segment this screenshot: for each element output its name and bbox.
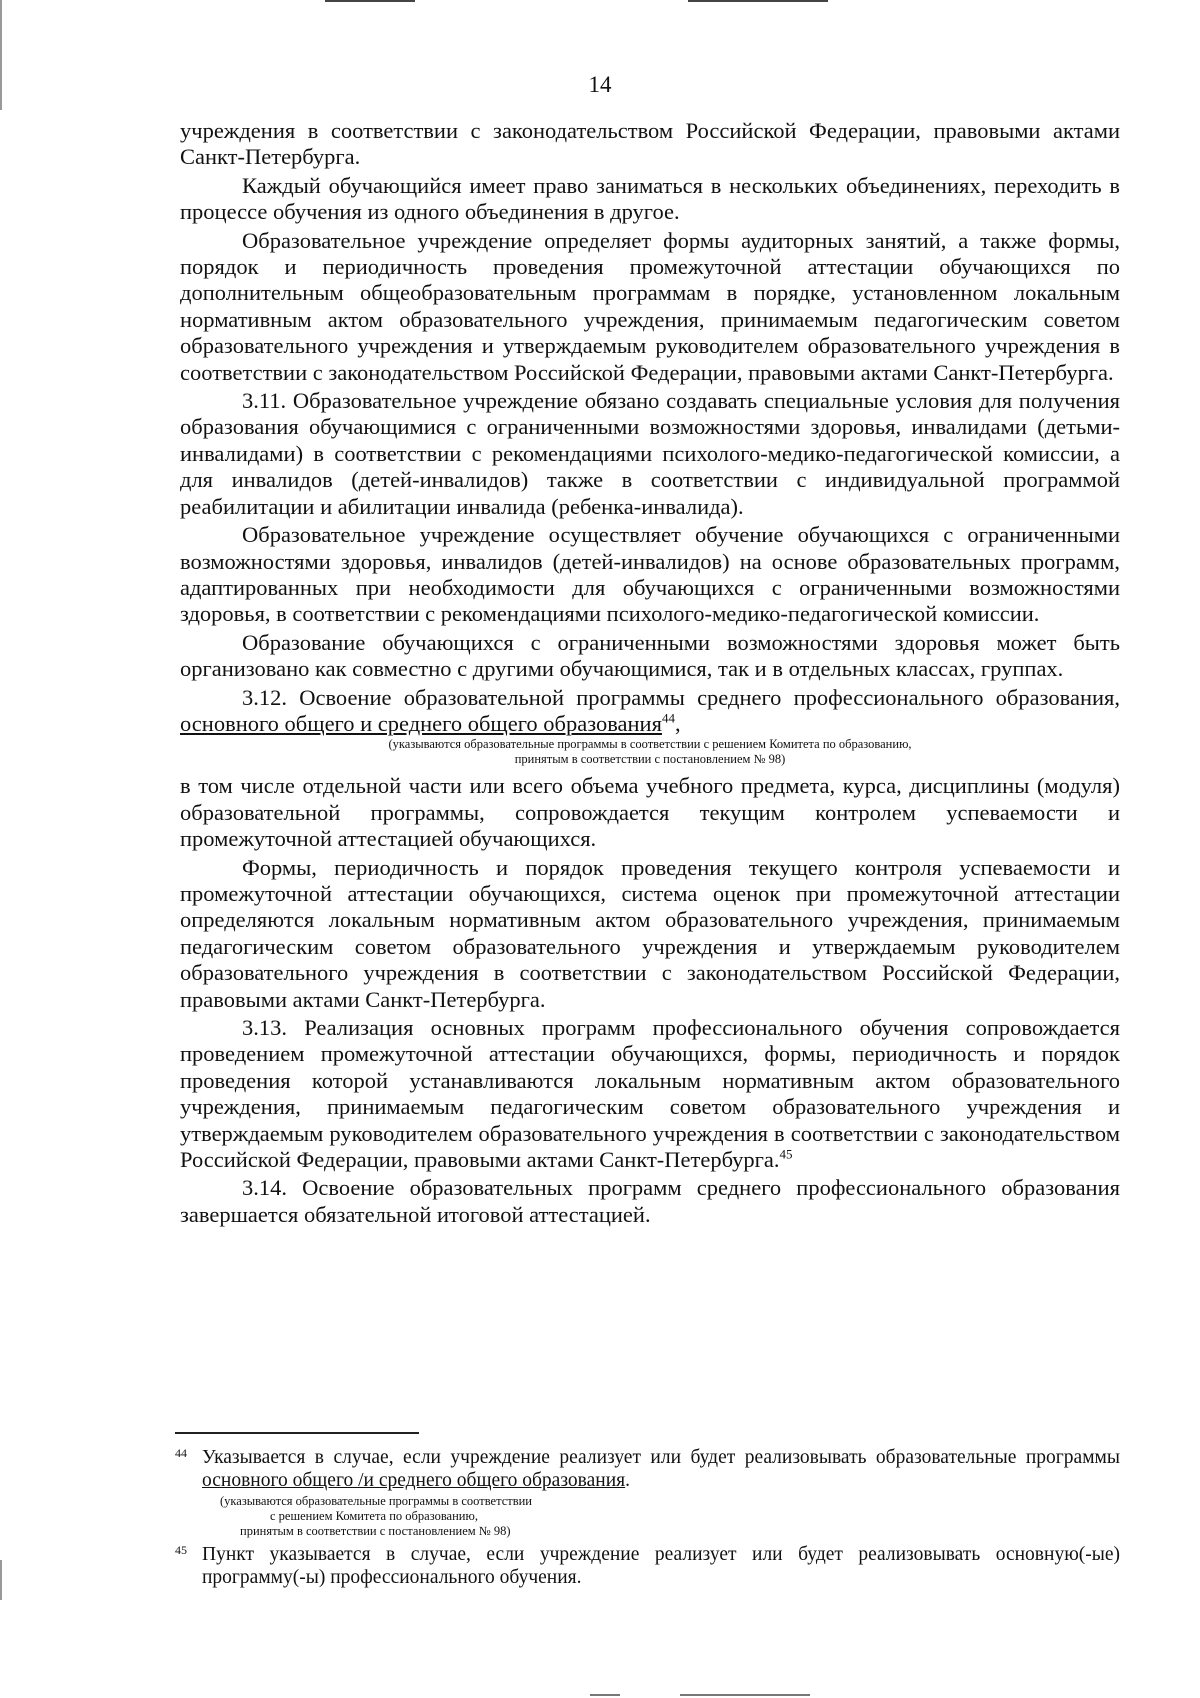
footnote-ref-45: 45 bbox=[779, 1146, 793, 1162]
page-number: 14 bbox=[588, 72, 612, 97]
scan-edge-mark bbox=[325, 0, 415, 2]
footnote-mark: 44 bbox=[175, 1446, 187, 1460]
paragraph: Образовательное учреждение определяет формы аудиторных занятий, а также формы, порядок и периодичность проведения промежуточной аттестации обучающихся по дополнительным общеобразовательным программам в порядке, установленном локальным нормативным актом образовательного учреждения, принимаемым педагогическим советом образовательного учреждения и утверждаемым руководителем образовательного учреждения в соответствии с законодательством Российской Федерации, правовыми актами Санкт-Петербурга. bbox=[180, 227, 1120, 385]
paragraph: учреждения в соответствии с законодательством Российской Федерации, правовыми актами Санкт-Петербурга. bbox=[180, 118, 1120, 170]
footnote-separator bbox=[175, 1432, 419, 1434]
scan-edge-mark bbox=[590, 1694, 620, 1696]
paragraph: Формы, периодичность и порядок проведения текущего контроля успеваемости и промежуточной аттестации обучающихся, система оценок при промежуточной аттестации определяются локальным нормативным актом образовательного учреждения, принимаемым педагогическим советом образовательного учреждения и утверждаемым руководителем образовательного учреждения в соответствии с законодательством Российской Федерации, правовыми актами Санкт-Петербурга. bbox=[180, 854, 1120, 1012]
paragraph: Образовательное учреждение осуществляет обучение обучающихся с ограниченными возможностями здоровья, инвалидов (детей-инвалидов) на основе образовательных программ, адаптированных при необходимости для обучающихся с ограниченными возможностями здоровья, в соответствии с рекомендациями психолого-медико-педагогической комиссии. bbox=[180, 522, 1120, 627]
paragraph: Каждый обучающийся имеет право заниматься в нескольких объединениях, переходить в процессе обучения из одного объединения в другое. bbox=[180, 172, 1120, 225]
footnote-ref-44: 44 bbox=[661, 710, 675, 726]
paragraph-3-12-lead: 3.12. Освоение образовательной программы среднего профессионального образования, bbox=[242, 684, 1120, 710]
footnote-instruction bbox=[202, 1494, 1120, 1539]
instruction-line: (указываются образовательные программы в соответствии с решением Комитета по образованию, bbox=[388, 737, 912, 752]
punctuation: . bbox=[625, 1470, 630, 1491]
footnote-text: Пункт указывается в случае, если учреждение реализует или будет реализовывать основную(-ые) программу(-ы) профессионального обучения. bbox=[202, 1544, 1120, 1588]
paragraph-3-12 bbox=[180, 685, 1120, 738]
footnote-45 bbox=[175, 1543, 1120, 1589]
footnotes bbox=[175, 1432, 1120, 1589]
footnote-underlined: основного общего /и среднего общего образования bbox=[202, 1470, 626, 1491]
scan-edge-mark bbox=[680, 1694, 810, 1696]
footnote-mark: 45 bbox=[175, 1543, 187, 1557]
punctuation: , bbox=[674, 710, 681, 736]
paragraph: в том числе отдельной части или всего объема учебного предмета, курса, дисциплины (модуля) образовательной программы, сопровождается текущим контролем успеваемости и промежуточной аттестацией обучающихся. bbox=[180, 773, 1120, 852]
paragraph-3-13-text: 3.13. Реализация основных программ профессионального обучения сопровождается проведением промежуточной аттестации обучающихся, формы, периодичность и порядок проведения которой устанавливаются локальным нормативным актом образовательного учреждения, принимаемым педагогическим советом образовательного учреждения и утверждаемым руководителем образовательного учреждения в соответствии с законодательством Российской Федерации, правовыми актами Санкт-Петербурга. bbox=[180, 1015, 1120, 1173]
scan-edge-mark bbox=[0, 1560, 2, 1600]
instruction-line: с решением Комитета по образованию, bbox=[270, 1509, 478, 1523]
paragraph-3-11: 3.11. Образовательное учреждение обязано создавать специальные условия для получения образования обучающимися с ограниченными возможностями здоровья, инвалидами (детьми-инвалидами) в соответствии с рекомендациями психолого-медико-педагогической комиссии, а для инвалидов (детей-инвалидов) также в соответствии с индивидуальной программой реабилитации и абилитации инвалида (ребенка-инвалида). bbox=[180, 388, 1120, 519]
paragraph: Образование обучающихся с ограниченными возможностями здоровья может быть организовано как совместно с другими обучающимися, так и в отдельных классах, группах. bbox=[180, 629, 1120, 682]
fill-in-instruction bbox=[180, 737, 1120, 767]
instruction-line: (указываются образовательные программы в соответствии bbox=[220, 1494, 532, 1508]
instruction-line: принятым в соответствии с постановлением № 98) bbox=[514, 752, 786, 767]
body-text bbox=[180, 118, 1120, 1230]
underlined-programs: основного общего и среднего общего образования bbox=[180, 710, 662, 736]
scan-edge-mark bbox=[688, 0, 828, 2]
paragraph-3-14: 3.14. Освоение образовательных программ среднего профессионального образования завершается обязательной итоговой аттестацией. bbox=[180, 1175, 1120, 1227]
paragraph-3-13 bbox=[180, 1015, 1120, 1173]
instruction-line: принятым в соответствии с постановлением № 98) bbox=[240, 1524, 511, 1538]
footnote-text: Указывается в случае, если учреждение реализует или будет реализовывать образовательные программы bbox=[202, 1447, 1120, 1468]
footnote-44 bbox=[175, 1446, 1120, 1539]
